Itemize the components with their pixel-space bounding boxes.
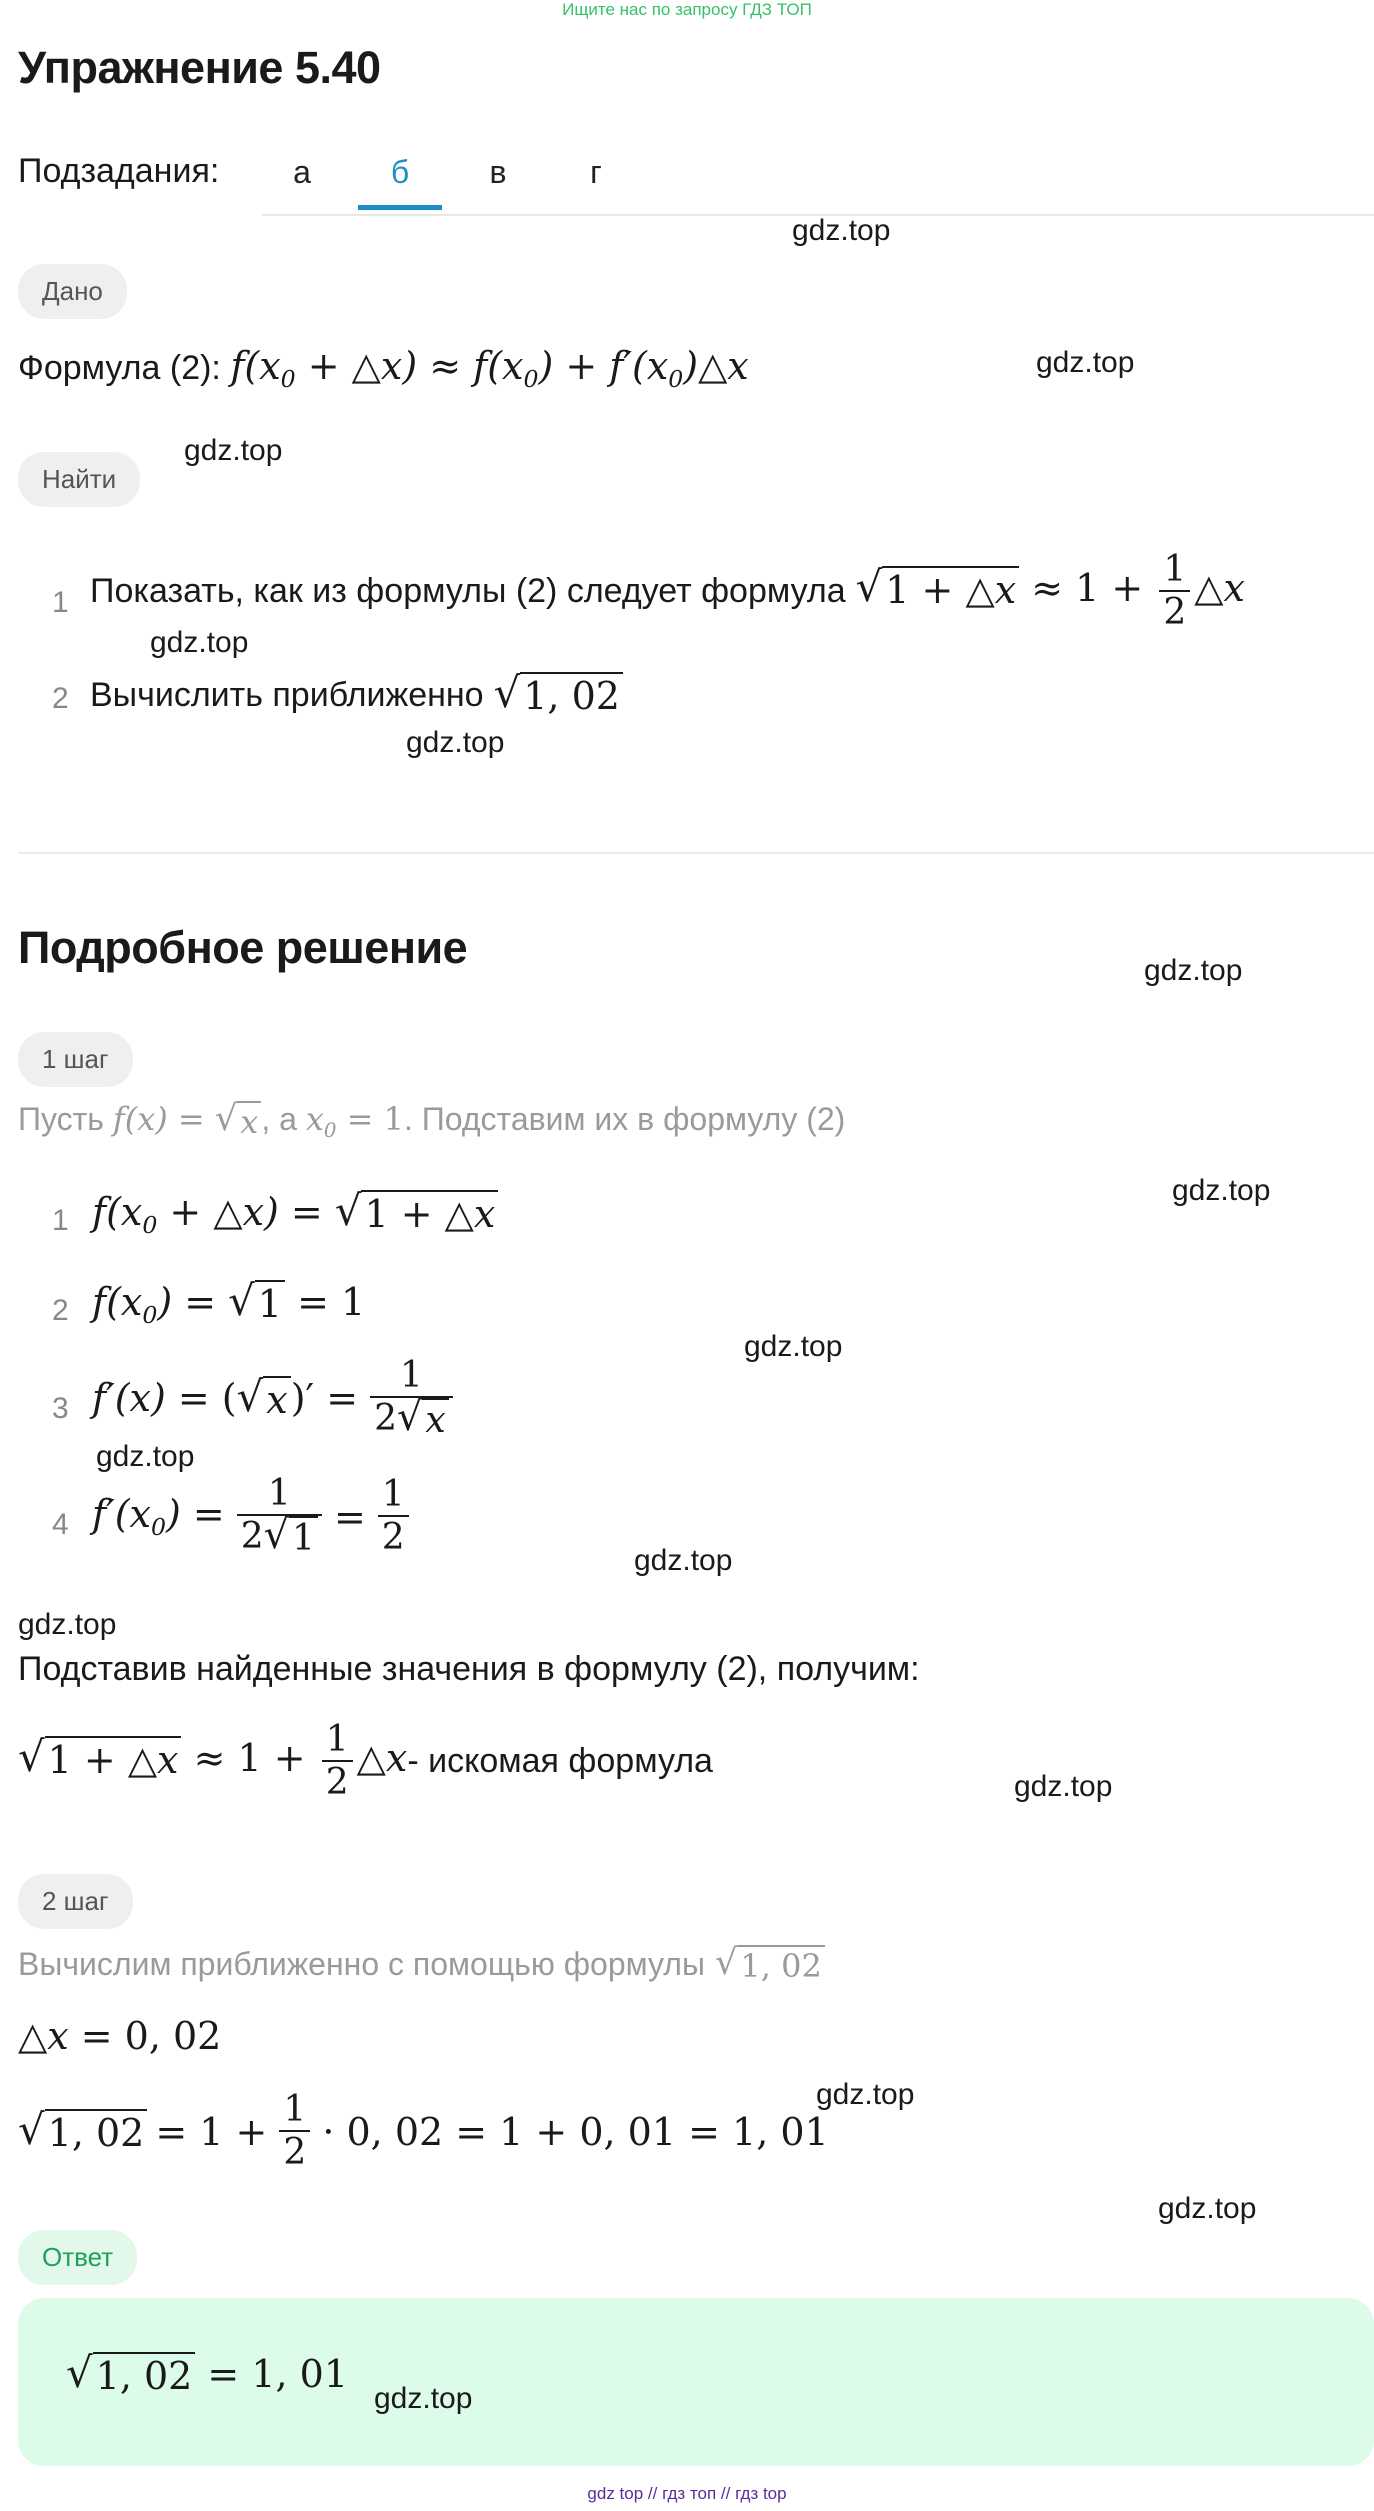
watermark: gdz.top	[1014, 1770, 1113, 1803]
step1-line-4: $f'(x_0)$ = 1 2 √ 1 = $\frac{1}{2}$	[92, 1474, 413, 1559]
watermark: gdz.top	[634, 1544, 733, 1577]
watermark: gdz.top	[1172, 1174, 1271, 1207]
tab-v[interactable]: в	[489, 154, 507, 190]
answer-formula: √ 1, 02 = 1, 01	[66, 2348, 349, 2398]
list-number: 2	[52, 682, 69, 715]
page-title: Упражнение 5.40	[18, 42, 381, 93]
step1-chip: 1 шаг	[18, 1032, 133, 1087]
watermark: gdz.top	[96, 1440, 195, 1473]
tab-b-active[interactable]: б	[390, 154, 410, 190]
step2-intro	[18, 1944, 825, 1985]
step1-intro-suffix: . Подставим их в формулу (2)	[404, 1101, 846, 1137]
step2-intro-text: Вычислим приближенно с помощью формулы	[18, 1946, 705, 1982]
formula-2: $f(x_0$ + △x) ≈ $f(x_0)$ + $f'(x_0)\triangle x$	[230, 344, 749, 394]
watermark: gdz.top	[184, 434, 283, 467]
watermark: gdz.top	[744, 1330, 843, 1363]
given-chip: Дано	[18, 264, 127, 319]
active-tab-indicator	[358, 205, 442, 210]
find-item-2-text: Вычислить приближенно	[90, 675, 484, 714]
find-chip: Найти	[18, 452, 140, 507]
step1-result	[18, 1720, 713, 1803]
find-item-2	[90, 668, 623, 718]
step1-line-2: $f(x_0)$ = √ 1 = 1	[92, 1276, 366, 1330]
subtask-tabs	[262, 140, 1374, 216]
watermark: gdz.top	[406, 726, 505, 759]
given-formula	[18, 344, 749, 393]
step1-intro-prefix: Пусть	[18, 1101, 104, 1137]
result-suffix: - искомая формула	[407, 1742, 713, 1781]
step2-delta: △x = 0, 02	[18, 2014, 222, 2058]
section-divider	[18, 852, 1374, 854]
step1-conclusion: Подставив найденные значения в формулу (2), получим:	[18, 1650, 920, 1688]
list-number: 4	[52, 1508, 69, 1541]
watermark: gdz.top	[1144, 954, 1243, 987]
watermark: gdz.top	[1036, 346, 1135, 379]
subtasks-label: Подзадания:	[18, 152, 220, 190]
step2-chip: 2 шаг	[18, 1874, 133, 1929]
watermark: gdz.top	[816, 2078, 915, 2111]
result-formula: √ 1 + △x ≈ 1 + $\frac{1}{2}$ △x	[18, 1718, 408, 1803]
step1-f-def: f(x) = √ x	[113, 1100, 261, 1138]
tab-g[interactable]: г	[590, 154, 602, 190]
given-formula-label: Формула (2):	[18, 349, 221, 387]
watermark: gdz.top	[150, 626, 249, 659]
list-number: 3	[52, 1392, 69, 1425]
step2-sqrt: √ 1, 02	[715, 1944, 825, 1985]
answer-chip: Ответ	[18, 2230, 137, 2285]
step1-line-1: $f(x_0$ + △x) = √ 1 + △x	[92, 1190, 498, 1239]
list-number: 1	[52, 586, 69, 619]
footer-links: gdz top // гдз топ // гдз top	[587, 2484, 787, 2503]
step1-x0-def: $x_0 = 1$	[305, 1100, 404, 1142]
step1-intro-mid: , а	[261, 1101, 297, 1137]
solution-title: Подробное решение	[18, 922, 468, 973]
watermark: gdz.top	[18, 1608, 117, 1641]
find-item-1	[90, 550, 1245, 633]
list-number: 1	[52, 1204, 69, 1237]
list-number: 2	[52, 1294, 69, 1327]
step1-intro	[18, 1100, 845, 1142]
step1-line-3: f′(x) = ( √ x )′ = 1 2 √ x	[92, 1356, 457, 1441]
top-promo-text: Ищите нас по запросу ГДЗ ТОП	[562, 0, 812, 19]
sqrt-1-02: √ 1, 02	[494, 672, 623, 718]
tab-a[interactable]: а	[293, 154, 311, 190]
target-formula: √ 1 + △x ≈ 1 + $\frac{1}{2}$ △x	[855, 548, 1245, 633]
step2-calc: √ 1, 02 = 1 + $\frac{1}{2}$ · 0, 02 = 1 + 0, 01 = 1, 01	[18, 2088, 829, 2173]
watermark: gdz.top	[1158, 2192, 1257, 2225]
watermark: gdz.top	[374, 2382, 473, 2415]
watermark: gdz.top	[792, 214, 891, 247]
find-item-1-text: Показать, как из формулы (2) следует формула	[90, 572, 846, 611]
